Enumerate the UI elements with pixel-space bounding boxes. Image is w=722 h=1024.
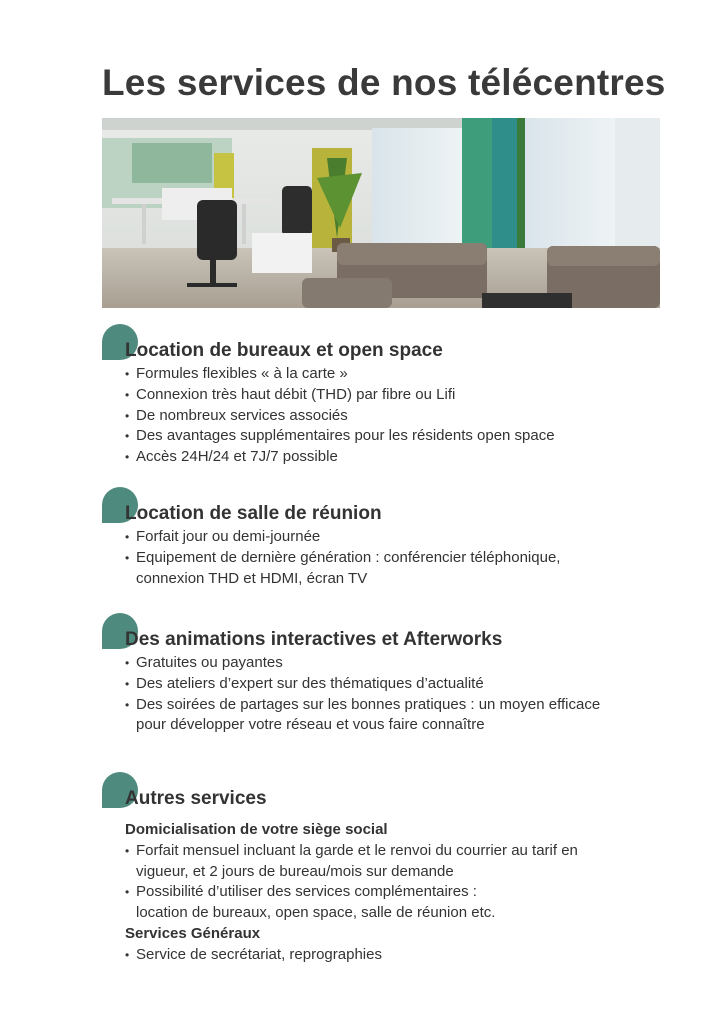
list-item: • Service de secrétariat, reprographies	[125, 945, 665, 966]
bullet-list	[125, 841, 665, 924]
list-item-line: pour développer votre réseau et vous faire connaître	[136, 716, 485, 734]
list-item: • Accès 24H/24 et 7J/7 possible	[125, 447, 665, 468]
list-item-line: Possibilité d’utiliser des services complémentaires :	[136, 883, 477, 901]
subsection-title: Services Généraux	[125, 924, 261, 942]
bullet-list	[125, 945, 665, 966]
list-item	[125, 695, 665, 737]
list-item-line: connexion THD et HDMI, écran TV	[136, 569, 368, 587]
list-item: • Des ateliers d’expert sur des thématiques d’actualité	[125, 674, 665, 695]
list-item	[125, 548, 665, 590]
list-item-line: Forfait mensuel incluant la garde et le renvoi du courrier au tarif en	[136, 841, 578, 859]
bullet-list	[125, 527, 665, 589]
list-item-line: location de bureaux, open space, salle de réunion etc.	[136, 904, 496, 922]
list-item: • Connexion très haut débit (THD) par fibre ou Lifi	[125, 385, 665, 406]
subsection-title: Domicialisation de votre siège social	[125, 821, 388, 838]
section-title: Location de salle de réunion	[125, 503, 382, 524]
list-item-line: Des soirées de partages sur les bonnes pratiques : un moyen efficace	[136, 695, 601, 713]
list-item: • Forfait jour ou demi-journée	[125, 527, 665, 548]
bullet-list	[125, 653, 665, 736]
list-item	[125, 882, 665, 924]
list-item: • Des avantages supplémentaires pour les résidents open space	[125, 426, 665, 447]
list-item-line: Equipement de dernière génération : conférencier téléphonique,	[136, 548, 561, 566]
list-item: • De nombreux services associés	[125, 406, 665, 427]
list-item	[125, 841, 665, 883]
list-item-line: vigueur, et 2 jours de bureau/mois sur demande	[136, 862, 454, 880]
page-title: Les services de nos télécentres	[102, 62, 666, 103]
bullet-list	[125, 364, 665, 468]
section-title: Autres services	[125, 788, 267, 809]
section-title: Location de bureaux et open space	[125, 340, 443, 361]
section-title: Des animations interactives et Afterworks	[125, 629, 503, 650]
list-item: • Gratuites ou payantes	[125, 653, 665, 674]
office-photo-illustration	[102, 118, 660, 308]
office-photo	[102, 118, 660, 308]
list-item: • Formules flexibles « à la carte »	[125, 364, 665, 385]
